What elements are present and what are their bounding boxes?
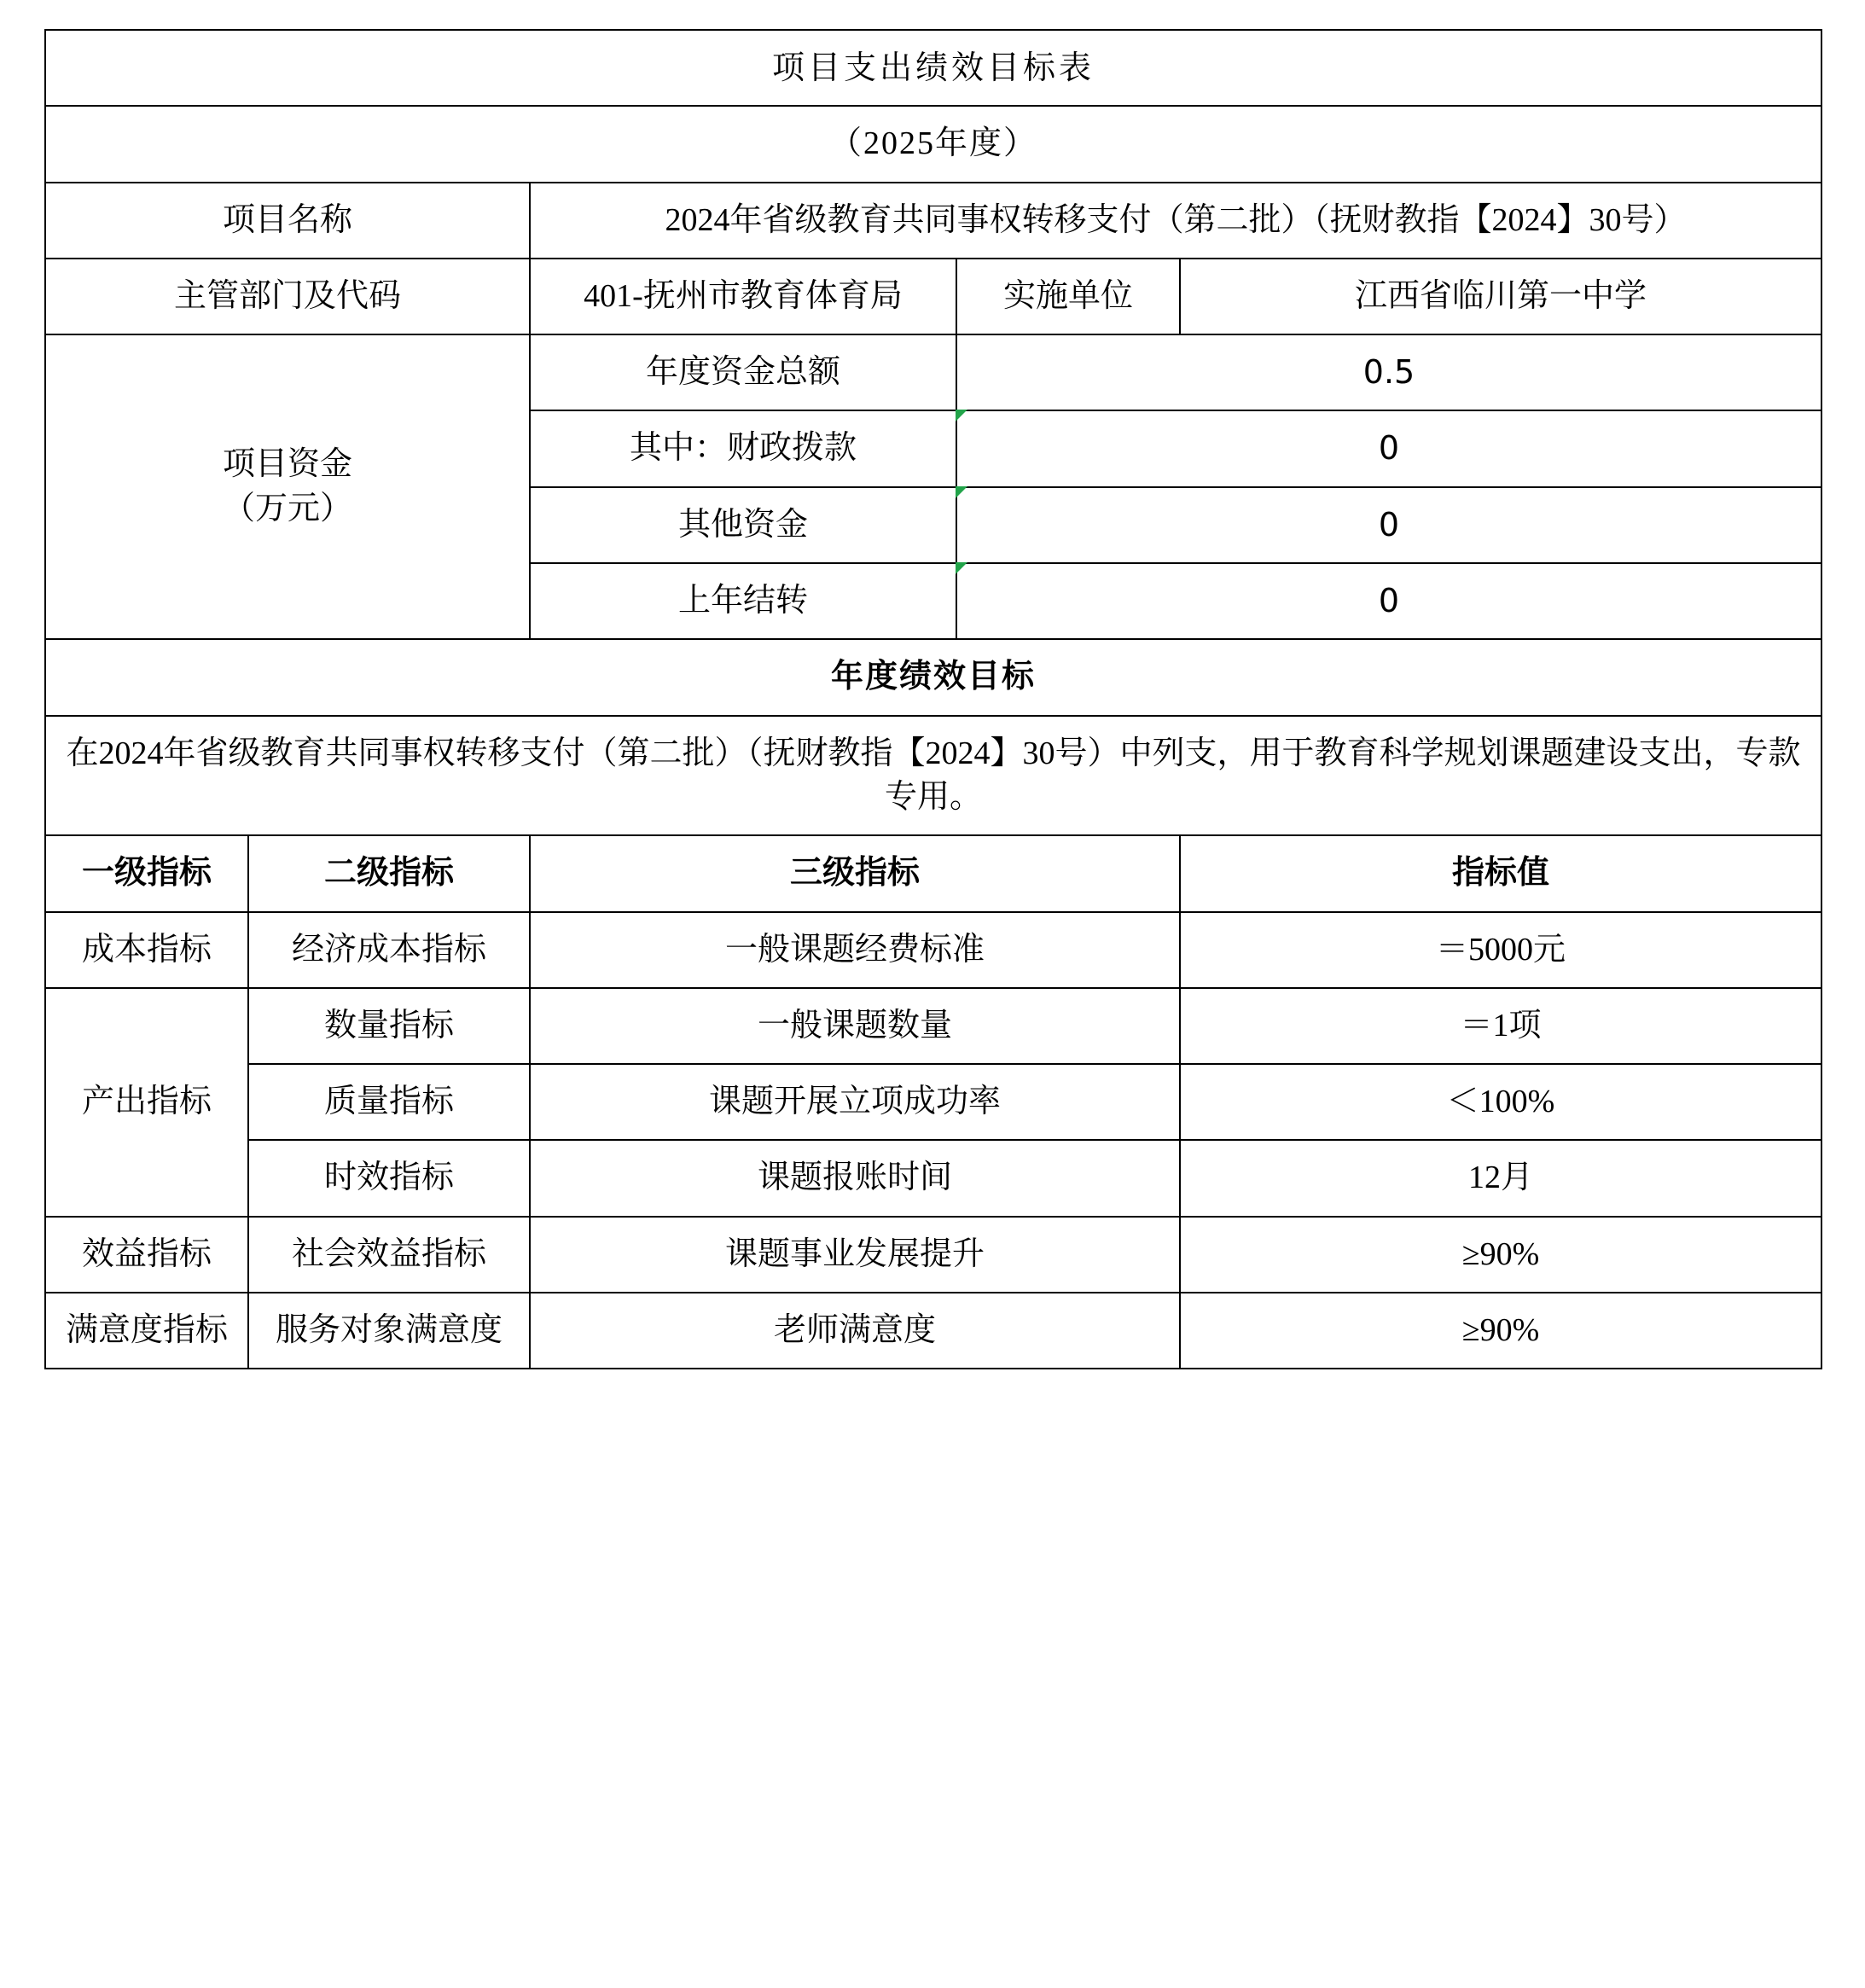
fund-name-carryover: 上年结转: [530, 563, 956, 639]
annual-goal-text: 在2024年省级教育共同事权转移支付（第二批）（抚财教指【2024】30号）中列支，用于教育科学规划课题建设支出，专款专用。: [45, 716, 1821, 836]
indicator-level2-service-satisfaction: 服务对象满意度: [248, 1293, 530, 1369]
project-name-row: [45, 183, 1821, 259]
implementation-unit-label: 实施单位: [956, 259, 1180, 334]
fund-value-fiscal: [956, 410, 1821, 486]
indicator-header-row: [45, 835, 1821, 911]
indicator-level1-satisfaction: 满意度指标: [45, 1293, 248, 1369]
indicator-value-approval-success-rate: ＜100%: [1180, 1064, 1821, 1140]
indicator-level1-cost: 成本指标: [45, 912, 248, 988]
department-label: 主管部门及代码: [45, 259, 530, 334]
indicator-value-career-development: ≥90%: [1180, 1217, 1821, 1293]
department-value: 401-抚州市教育体育局: [530, 259, 956, 334]
indicator-level3-career-development: 课题事业发展提升: [530, 1217, 1180, 1293]
project-name-label: 项目名称: [45, 183, 530, 259]
project-funds-label-line2: （万元）: [222, 490, 352, 526]
indicator-level2-economic-cost: 经济成本指标: [248, 912, 530, 988]
table-row: [45, 988, 1821, 1064]
green-corner-icon: [956, 486, 967, 498]
indicator-level1-benefit: 效益指标: [45, 1217, 248, 1293]
fund-value-carryover-text: 0: [1378, 582, 1400, 620]
indicator-level3-general-topic-count: 一般课题数量: [530, 988, 1180, 1064]
fund-value-carryover: [956, 563, 1821, 639]
table-row: [45, 912, 1821, 988]
annual-goal-title-row: [45, 639, 1821, 715]
indicator-header-level3: 三级指标: [530, 835, 1180, 911]
project-funds-label-line1: 项目资金: [222, 446, 352, 483]
annual-goal-title: 年度绩效目标: [45, 639, 1821, 715]
indicator-level2-timeliness: 时效指标: [248, 1140, 530, 1216]
fund-value-other-text: 0: [1378, 505, 1400, 544]
fund-name-fiscal: 其中：财政拨款: [530, 410, 956, 486]
indicator-value-reimbursement-time: 12月: [1180, 1140, 1821, 1216]
project-funds-label: [45, 334, 530, 639]
indicator-level3-general-funding-standard: 一般课题经费标准: [530, 912, 1180, 988]
project-name-value: 2024年省级教育共同事权转移支付（第二批）（抚财教指【2024】30号）: [530, 183, 1821, 259]
indicator-header-value: 指标值: [1180, 835, 1821, 911]
annual-goal-text-row: [45, 716, 1821, 836]
fund-name-total: 年度资金总额: [530, 334, 956, 410]
table-row: [45, 1293, 1821, 1369]
table-row: [45, 1217, 1821, 1293]
document-subtitle: （2025年度）: [45, 106, 1821, 182]
table-row: [45, 1140, 1821, 1216]
indicator-header-level1: 一级指标: [45, 835, 248, 911]
department-row: [45, 259, 1821, 334]
table-row: [45, 1064, 1821, 1140]
fund-value-other: [956, 487, 1821, 563]
indicator-level3-teacher-satisfaction: 老师满意度: [530, 1293, 1180, 1369]
indicator-level2-quality: 质量指标: [248, 1064, 530, 1140]
fund-value-fiscal-text: 0: [1378, 429, 1400, 468]
indicator-level1-output: 产出指标: [45, 988, 248, 1217]
fund-value-total-text: 0.5: [1362, 353, 1415, 392]
fund-value-total: [956, 334, 1821, 410]
green-corner-icon: [956, 410, 967, 421]
funds-row-total: [45, 334, 1821, 410]
green-corner-icon: [956, 562, 967, 574]
subtitle-row: [45, 106, 1821, 182]
indicator-header-level2: 二级指标: [248, 835, 530, 911]
performance-goal-table: [44, 29, 1822, 1369]
title-row: [45, 30, 1821, 106]
indicator-level2-quantity: 数量指标: [248, 988, 530, 1064]
indicator-level3-approval-success-rate: 课题开展立项成功率: [530, 1064, 1180, 1140]
indicator-value-general-topic-count: ＝1项: [1180, 988, 1821, 1064]
indicator-level3-reimbursement-time: 课题报账时间: [530, 1140, 1180, 1216]
implementation-unit-value: 江西省临川第一中学: [1180, 259, 1821, 334]
indicator-level2-social-benefit: 社会效益指标: [248, 1217, 530, 1293]
indicator-value-general-funding-standard: ＝5000元: [1180, 912, 1821, 988]
fund-name-other: 其他资金: [530, 487, 956, 563]
indicator-value-teacher-satisfaction: ≥90%: [1180, 1293, 1821, 1369]
document-title: 项目支出绩效目标表: [45, 30, 1821, 106]
